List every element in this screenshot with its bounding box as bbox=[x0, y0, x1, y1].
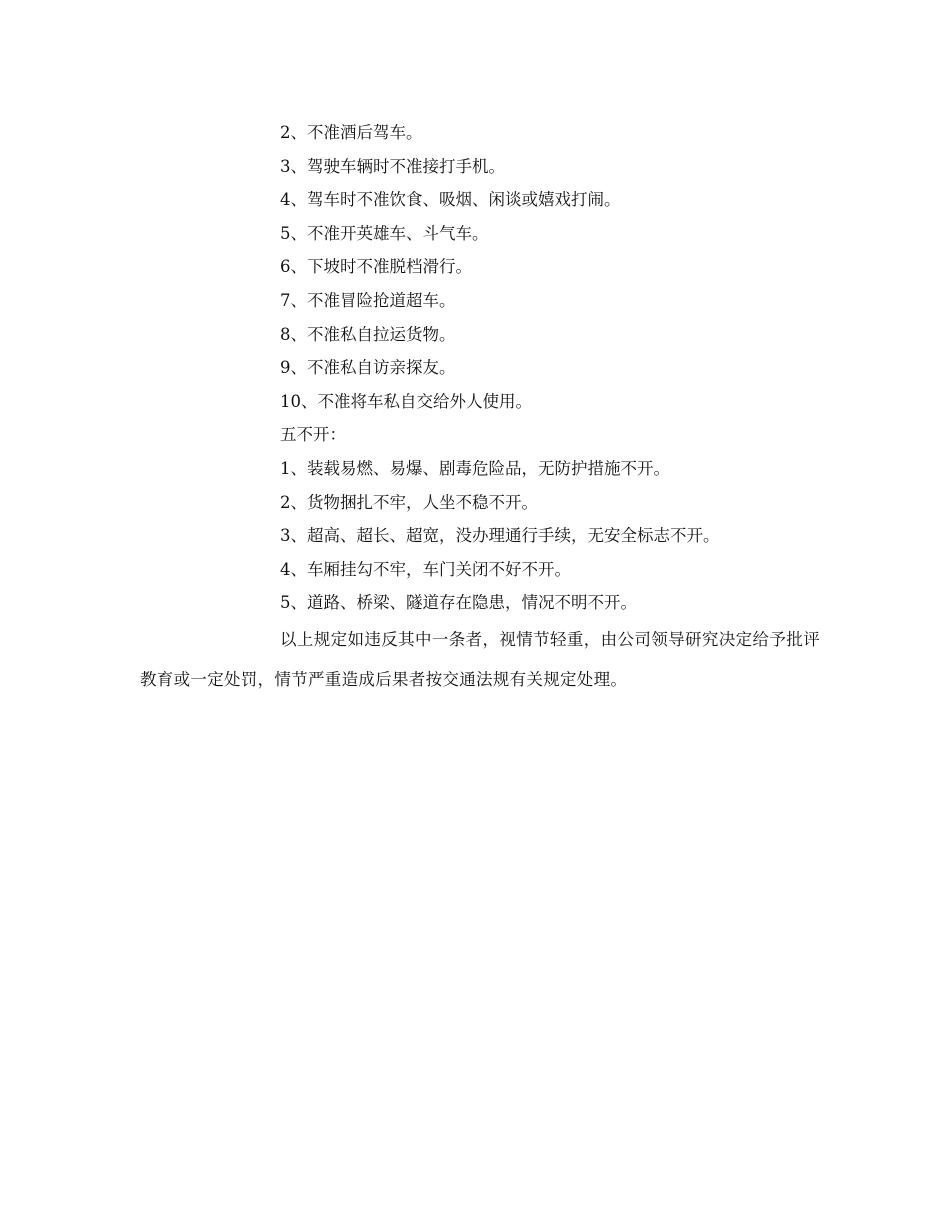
rule-item: 5、不准开英雄车、斗气车。 bbox=[280, 223, 489, 243]
closing-paragraph: 以上规定如违反其中一条者，视情节轻重，由公司领导研究决定给予批评教育或一定处罚，情节严重造成后果者按交通法规有关规定处理。 bbox=[140, 629, 820, 689]
rule-item: 9、不准私自访亲探友。 bbox=[280, 358, 456, 378]
rule-item: 4、驾车时不准饮食、吸烟、闲谈或嬉戏打闹。 bbox=[280, 190, 621, 210]
rule-item: 3、超高、超长、超宽，没办理通行手续，无安全标志不开。 bbox=[280, 526, 720, 546]
rule-item: 7、不准冒险抢道超车。 bbox=[280, 290, 456, 310]
rule-item: 3、驾驶车辆时不准接打手机。 bbox=[280, 156, 505, 176]
rule-item: 2、货物捆扎不牢，人坐不稳不开。 bbox=[280, 492, 538, 512]
rule-item: 10、不准将车私自交给外人使用。 bbox=[280, 391, 532, 411]
rule-item: 1、装载易燃、易爆、剧毒危险品，无防护措施不开。 bbox=[280, 458, 670, 478]
document-body bbox=[140, 116, 820, 700]
rule-item: 2、不准酒后驾车。 bbox=[280, 123, 423, 142]
rule-item: 4、车厢挂勾不牢，车门关闭不好不开。 bbox=[280, 559, 571, 579]
section-heading: 五不开： bbox=[280, 425, 346, 445]
rule-item: 8、不准私自拉运货物。 bbox=[280, 324, 456, 344]
rule-item: 5、道路、桥梁、隧道存在隐患，情况不明不开。 bbox=[280, 593, 637, 613]
rule-item: 6、下坡时不准脱档滑行。 bbox=[280, 257, 472, 277]
